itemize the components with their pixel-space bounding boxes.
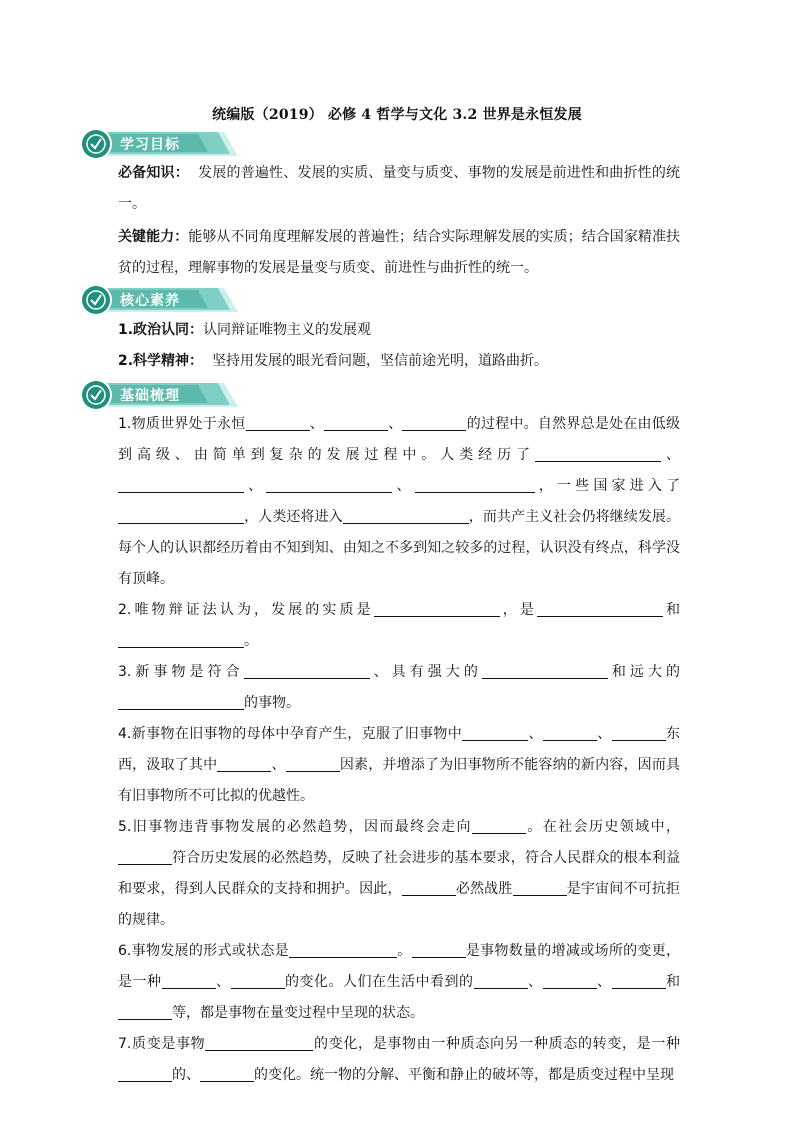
blank[interactable] [535,443,661,462]
q5-text: 。在社会历史领域中， [525,819,681,835]
q3-text: 3.新事物是符合 [118,664,244,680]
q6-text: 和 [665,974,680,990]
blank[interactable] [118,846,172,865]
section-banner-goals [78,126,244,162]
q6-text: 。 [396,943,412,959]
ability-text: 能够从不同角度理解发展的普遍性；结合实际理解发展的实质；结合国家精准扶贫的过程，理解事物的发展是量变与质变、前进性与曲折性的统一。 [118,229,681,276]
ability-label: 关键能力： [118,229,189,245]
q5-text: 符合历史发展的必然趋势，反映了社会进步的基本要求，符合人民群众的根本利益和要求，得到人民群众的支持和拥护。因此， [118,850,680,897]
q6-text: 等，都是事物在量变过程中呈现的状态。 [172,1005,424,1021]
literacy-item-1 [118,315,680,346]
q6-text: 是事物数量的增减或场所的变更，是一种 [118,943,681,990]
q2-text: 2.唯物辩证法认为，发展的实质是 [118,602,374,618]
question-3 [118,657,680,719]
blank[interactable] [513,877,567,896]
blank[interactable] [472,815,526,834]
q6-text: 6.事物发展的形式或状态是 [118,943,289,959]
section-banner-literacy [78,282,244,318]
question-2 [118,595,680,657]
q6-text: 、 [527,974,543,990]
blank[interactable] [118,505,244,524]
q1-text: 1.物质世界处于永恒 [118,416,246,432]
ability-paragraph [118,222,680,284]
q4-text: 、 [271,757,286,773]
blank[interactable] [162,970,216,989]
page-title: 统编版（2019） 必修 4 哲学与文化 3.2 世界是永恒发展 [212,107,582,123]
q1-text: 、 [392,478,415,494]
blank[interactable] [612,722,666,741]
q3-text: 和远大的 [607,664,681,680]
section-header-goals: 学习目标 [120,137,180,153]
blank[interactable] [343,505,469,524]
blank[interactable] [118,691,244,710]
blank[interactable] [286,753,340,772]
blank[interactable] [543,970,597,989]
question-5 [118,812,680,936]
q1-text: 的过程中。自然界总是处在由低级到高级、由简单到复杂的发展过程中。人类经历了 [118,416,681,463]
blank[interactable] [118,1001,172,1020]
section-banner-basics [78,377,244,413]
q6-text: 、 [215,974,231,990]
blank[interactable] [231,970,285,989]
q2-text: 。 [244,633,258,649]
q6-text: 的变化。人们在生活中看到的 [284,974,474,990]
q4-text: 、 [528,726,543,742]
blank[interactable] [543,722,597,741]
blank[interactable] [244,660,370,679]
blank[interactable] [289,939,397,958]
q1-text: 、 [309,416,324,432]
blank[interactable] [612,970,666,989]
section-header-literacy: 核心素养 [120,293,180,309]
question-4 [118,719,680,812]
q4-text: 4.新事物在旧事物的母体中孕育产生，克服了旧事物中 [118,726,463,742]
q1-text: 、 [661,447,681,463]
knowledge-label: 必备知识： [118,165,189,181]
blank[interactable] [412,939,466,958]
q1-text: 、 [244,478,267,494]
q2-text: 和 [662,602,681,618]
blank[interactable] [474,970,528,989]
section-header-basics: 基础梳理 [120,388,180,404]
q1-text: ，而共产主义社会仍将继续发展。每个人的认识都经历着由不知到知、由知之不多到知之较多的过程，认识没有终点，科学没有顶峰。 [118,509,681,587]
blank[interactable] [374,598,500,617]
blank[interactable] [402,877,456,896]
question-6 [118,936,680,1029]
q4-text: 因素，并增添了为旧事物所不能容纳的新内容，因而具有旧事物所不可比拟的优越性。 [118,757,681,804]
blank[interactable] [462,722,528,741]
q1-text: ，一些国家进入了 [534,478,681,494]
q6-text: 、 [596,974,612,990]
q7-text: 的变化。统一物的分解、平衡和静止的破坏等，都是质变过程中呈现 [254,1067,674,1083]
literacy-item-1-label: 1.政治认同： [118,322,204,338]
blank[interactable] [205,1032,313,1051]
question-1 [118,409,680,595]
literacy-item-2 [118,346,680,377]
q4-text: 、 [596,726,612,742]
q4-text: 东西，汲取了其中 [118,726,681,773]
blank[interactable] [118,474,244,493]
basics-block [118,409,680,1091]
blank[interactable] [537,598,663,617]
q2-text: ，是 [499,602,537,618]
blank[interactable] [402,412,466,431]
question-7 [118,1029,680,1091]
q7-text: 7.质变是事物 [118,1036,206,1052]
blank[interactable] [482,660,608,679]
q7-text: 的、 [172,1067,200,1083]
blank[interactable] [324,412,388,431]
blank[interactable] [246,412,310,431]
literacy-block [118,315,680,377]
q1-text: ，人类还将进入 [244,509,343,525]
knowledge-text: 发展的普遍性、发展的实质、量变与质变、事物的发展是前进性和曲折性的统一。 [118,165,681,212]
literacy-item-2-text: 坚持用发展的眼光看问题，坚信前途光明，道路曲折。 [211,353,548,369]
knowledge-paragraph [118,158,680,220]
blank[interactable] [217,753,271,772]
q5-text: 必然战胜 [455,881,513,897]
blank[interactable] [415,474,535,493]
q1-text: 、 [387,416,403,432]
goals-block [118,158,680,284]
literacy-item-2-label: 2.科学精神： [118,353,204,369]
literacy-item-1-text: 认同辩证唯物主义的发展观 [203,322,372,338]
blank[interactable] [200,1063,254,1082]
q5-text: 5.旧事物违背事物发展的必然趋势，因而最终会走向 [118,819,472,835]
blank[interactable] [266,474,392,493]
blank[interactable] [118,629,244,648]
q5-text: 是宇宙间不可抗拒的规律。 [118,881,681,928]
q3-text: 的事物。 [244,695,300,711]
q3-text: 、具有强大的 [369,664,482,680]
blank[interactable] [118,1063,172,1082]
q7-text: 的变化，是事物由一种质态向另一种质态的转变，是一种 [313,1036,681,1052]
